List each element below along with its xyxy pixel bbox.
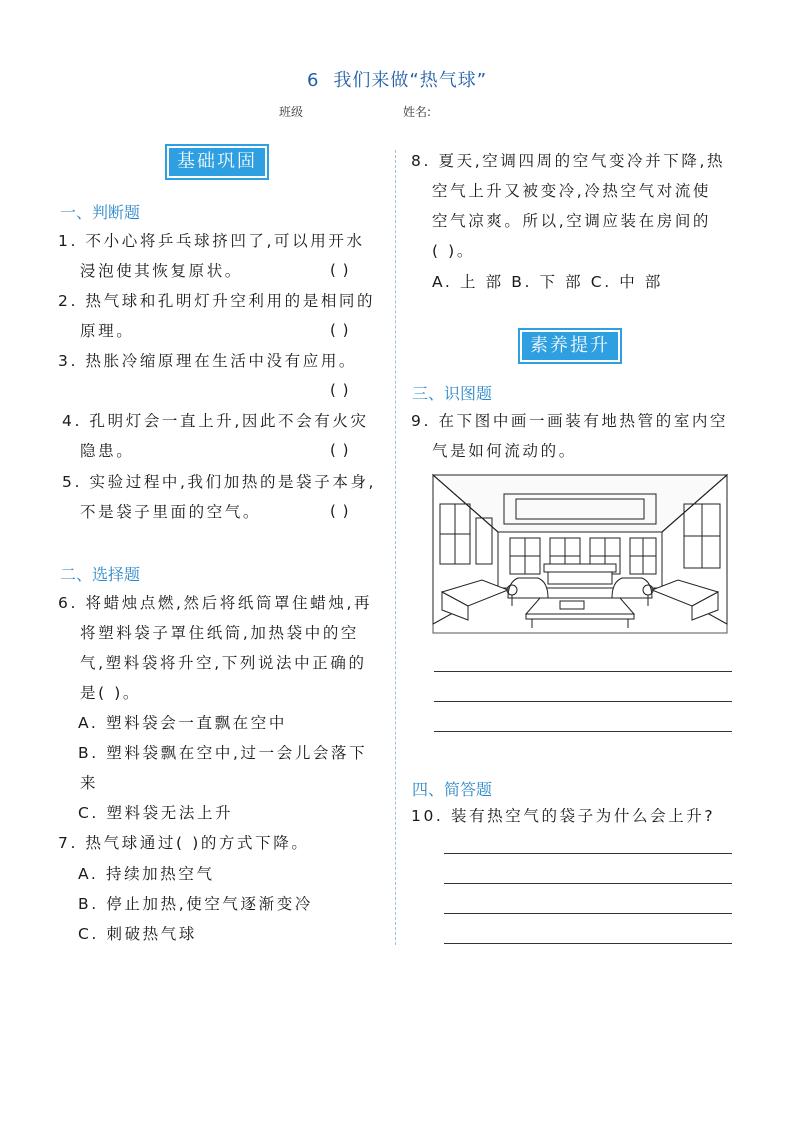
class-label: 班级 bbox=[279, 105, 304, 119]
q1-line2: 浸泡使其恢复原状。 bbox=[80, 262, 243, 280]
q9-answer-line-1[interactable] bbox=[434, 671, 732, 672]
q10-answer-line-2[interactable] bbox=[444, 883, 732, 884]
q6-option-c: C. 塑料袋无法上升 bbox=[78, 804, 234, 822]
q10-answer-line-3[interactable] bbox=[444, 913, 732, 914]
banner-advance: 素养提升 bbox=[520, 330, 620, 362]
q8-line1: 8. 夏天,空调四周的空气变冷并下降,热 bbox=[411, 152, 726, 170]
q8-line3: 空气凉爽。所以,空调应装在房间的 bbox=[432, 212, 712, 230]
q4-line2: 隐患。 bbox=[80, 442, 135, 460]
lesson-number: 6 bbox=[306, 70, 320, 91]
living-room-illustration[interactable] bbox=[432, 474, 728, 634]
q8-options: A. 上 部 B. 下 部 C. 中 部 bbox=[432, 273, 663, 291]
section-short-answer: 四、简答题 bbox=[412, 780, 493, 799]
q6-line1: 6. 将蜡烛点燃,然后将纸筒罩住蜡烛,再 bbox=[58, 594, 373, 612]
banner-basic: 基础巩固 bbox=[167, 146, 267, 178]
page-title bbox=[0, 66, 794, 92]
q5-line1: 5. 实验过程中,我们加热的是袋子本身, bbox=[62, 473, 377, 491]
name-label: 姓名: bbox=[403, 105, 432, 119]
q10-line1: 10. 装有热空气的袋子为什么会上升? bbox=[411, 807, 716, 825]
column-divider bbox=[395, 150, 396, 945]
q6-option-b-line1: B. 塑料袋飘在空中,过一会儿会落下 bbox=[78, 744, 368, 762]
q7-option-a: A. 持续加热空气 bbox=[78, 865, 215, 883]
q5-line2: 不是袋子里面的空气。 bbox=[80, 503, 262, 521]
q3-answer-paren[interactable]: ( ) bbox=[330, 381, 350, 399]
q5-answer-paren[interactable]: ( ) bbox=[330, 502, 350, 520]
lesson-title: 我们来做“热气球” bbox=[333, 70, 488, 91]
q6-line3: 气,塑料袋将升空,下列说法中正确的 bbox=[80, 654, 367, 672]
q9-answer-line-3[interactable] bbox=[434, 731, 732, 732]
q7-line1: 7. 热气球通过( )的方式下降。 bbox=[58, 834, 310, 852]
q9-answer-line-2[interactable] bbox=[434, 701, 732, 702]
q6-line2: 将塑料袋子罩住纸筒,加热袋中的空 bbox=[80, 624, 360, 642]
q1-answer-paren[interactable]: ( ) bbox=[330, 261, 350, 279]
q3-line1: 3. 热胀冷缩原理在生活中没有应用。 bbox=[58, 352, 358, 370]
section-choice: 二、选择题 bbox=[60, 565, 141, 584]
q6-line4: 是( )。 bbox=[80, 684, 142, 702]
q4-answer-paren[interactable]: ( ) bbox=[330, 441, 350, 459]
q1-line1: 1. 不小心将乒乓球挤凹了,可以用开水 bbox=[58, 232, 365, 250]
section-judge: 一、判断题 bbox=[60, 203, 141, 222]
q7-option-b: B. 停止加热,使空气逐渐变冷 bbox=[78, 895, 313, 913]
q10-answer-line-1[interactable] bbox=[444, 853, 732, 854]
q2-line1: 2. 热气球和孔明灯升空利用的是相同的 bbox=[58, 292, 376, 310]
q9-line1: 9. 在下图中画一画装有地热管的室内空 bbox=[411, 412, 729, 430]
q10-answer-line-4[interactable] bbox=[444, 943, 732, 944]
q6-option-b-line2: 来 bbox=[80, 774, 99, 792]
q9-line2: 气是如何流动的。 bbox=[432, 442, 577, 460]
section-picture: 三、识图题 bbox=[412, 384, 493, 403]
q7-option-c: C. 刺破热气球 bbox=[78, 925, 197, 943]
q8-line4: ( )。 bbox=[432, 242, 475, 260]
q2-line2: 原理。 bbox=[80, 322, 135, 340]
q2-answer-paren[interactable]: ( ) bbox=[330, 321, 350, 339]
q6-option-a: A. 塑料袋会一直飘在空中 bbox=[78, 714, 287, 732]
q8-line2: 空气上升又被变冷,冷热空气对流使 bbox=[432, 182, 712, 200]
q4-line1: 4. 孔明灯会一直上升,因此不会有火灾 bbox=[62, 412, 369, 430]
